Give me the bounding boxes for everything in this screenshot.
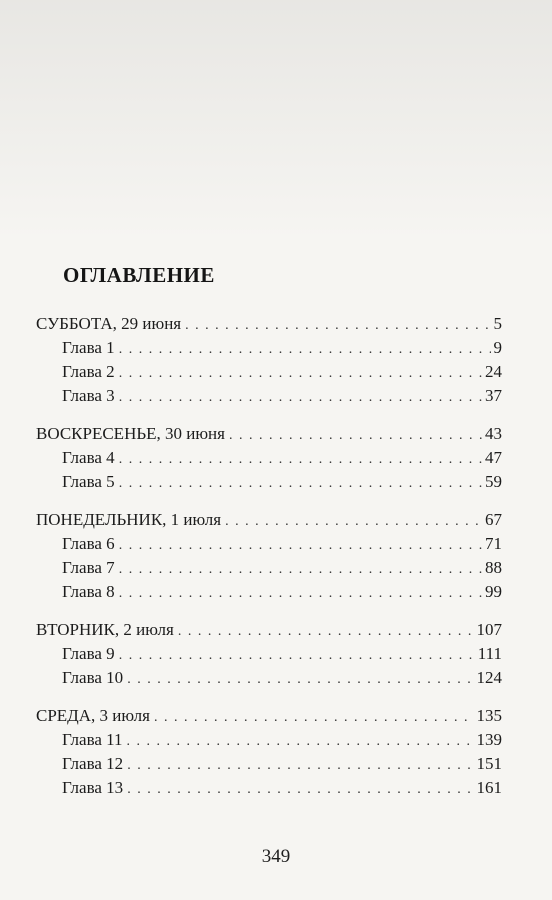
toc-entry-chapter [36, 532, 502, 556]
toc-entry-label: Глава 13 [62, 778, 124, 797]
show-through-shadow [0, 0, 552, 240]
toc-entry-chapter [36, 336, 502, 360]
toc-entry-page: 88 [485, 558, 502, 577]
dot-leader [229, 424, 482, 448]
toc-entry-day [36, 312, 502, 336]
dot-leader [185, 314, 490, 338]
toc-entry-day [36, 618, 502, 642]
dot-leader [119, 644, 475, 668]
toc-entry-chapter [36, 728, 502, 752]
toc-entry-page: 124 [476, 668, 502, 687]
dot-leader [119, 338, 491, 362]
toc-section [36, 312, 502, 408]
toc-entry-label: Глава 9 [62, 644, 115, 663]
toc-section [36, 704, 502, 800]
dot-leader [119, 582, 482, 606]
toc-entry-chapter [36, 666, 502, 690]
toc-section [36, 618, 502, 690]
toc-entry-page: 139 [476, 730, 502, 749]
toc-entry-page: 47 [485, 448, 502, 467]
toc-entry-page: 67 [485, 510, 502, 529]
toc-entry-page: 5 [493, 314, 502, 333]
toc-entry-page: 59 [485, 472, 502, 491]
dot-leader [119, 558, 482, 582]
dot-leader [119, 448, 482, 472]
toc-entry-chapter [36, 776, 502, 800]
toc-entry-page: 43 [485, 424, 502, 443]
toc-entry-page: 71 [485, 534, 502, 553]
dot-leader [119, 386, 482, 410]
toc-entry-chapter [36, 360, 502, 384]
toc-entry-chapter [36, 580, 502, 604]
toc-entry-page: 99 [485, 582, 502, 601]
toc-entry-chapter [36, 642, 502, 666]
toc-entry-label: Глава 6 [62, 534, 115, 553]
toc-entry-label: Глава 2 [62, 362, 115, 381]
toc-entry-label: Глава 1 [62, 338, 115, 357]
toc-entry-page: 151 [476, 754, 502, 773]
dot-leader [119, 472, 482, 496]
toc-entry-page: 9 [493, 338, 502, 357]
toc-entry-page: 135 [476, 706, 502, 725]
dot-leader [178, 620, 474, 644]
dot-leader [119, 534, 482, 558]
toc-entry-label: Глава 4 [62, 448, 115, 467]
toc-entry-chapter [36, 556, 502, 580]
toc-entry-page: 111 [477, 644, 502, 663]
toc-entry-label: ПОНЕДЕЛЬНИК, 1 июля [36, 510, 222, 529]
toc-section [36, 422, 502, 494]
toc-heading: ОГЛАВЛЕНИЕ [63, 263, 215, 287]
toc-entry-label: Глава 3 [62, 386, 115, 405]
toc-entry-page: 107 [476, 620, 502, 639]
toc-entry-chapter [36, 384, 502, 408]
toc-entry-page: 24 [485, 362, 502, 381]
toc-entry-label: ВТОРНИК, 2 июля [36, 620, 174, 639]
dot-leader [127, 754, 473, 778]
toc-entry-chapter [36, 752, 502, 776]
dot-leader [127, 668, 473, 692]
toc-entry-label: Глава 10 [62, 668, 124, 687]
dot-leader [225, 510, 482, 534]
toc-entry-page: 161 [476, 778, 502, 797]
toc-entry-label: СУББОТА, 29 июня [36, 314, 182, 333]
toc-section [36, 508, 502, 604]
toc-entry-label: Глава 8 [62, 582, 115, 601]
toc-entry-label: Глава 7 [62, 558, 115, 577]
toc-entry-page: 37 [485, 386, 502, 405]
dot-leader [127, 778, 473, 802]
toc-entry-day [36, 508, 502, 532]
page-number: 349 [261, 846, 291, 867]
toc-entry-label: Глава 11 [62, 730, 123, 749]
dot-leader [127, 730, 474, 754]
toc-entry-chapter [36, 470, 502, 494]
toc-entry-day [36, 422, 502, 446]
toc-entry-label: Глава 5 [62, 472, 115, 491]
toc-entry-label: Глава 12 [62, 754, 124, 773]
dot-leader [154, 706, 474, 730]
toc-entry-chapter [36, 446, 502, 470]
toc-entry-label: ВОСКРЕСЕНЬЕ, 30 июня [36, 424, 225, 443]
toc-entry-label: СРЕДА, 3 июля [36, 706, 150, 725]
toc-entry-day [36, 704, 502, 728]
table-of-contents [36, 312, 502, 814]
dot-leader [119, 362, 482, 386]
